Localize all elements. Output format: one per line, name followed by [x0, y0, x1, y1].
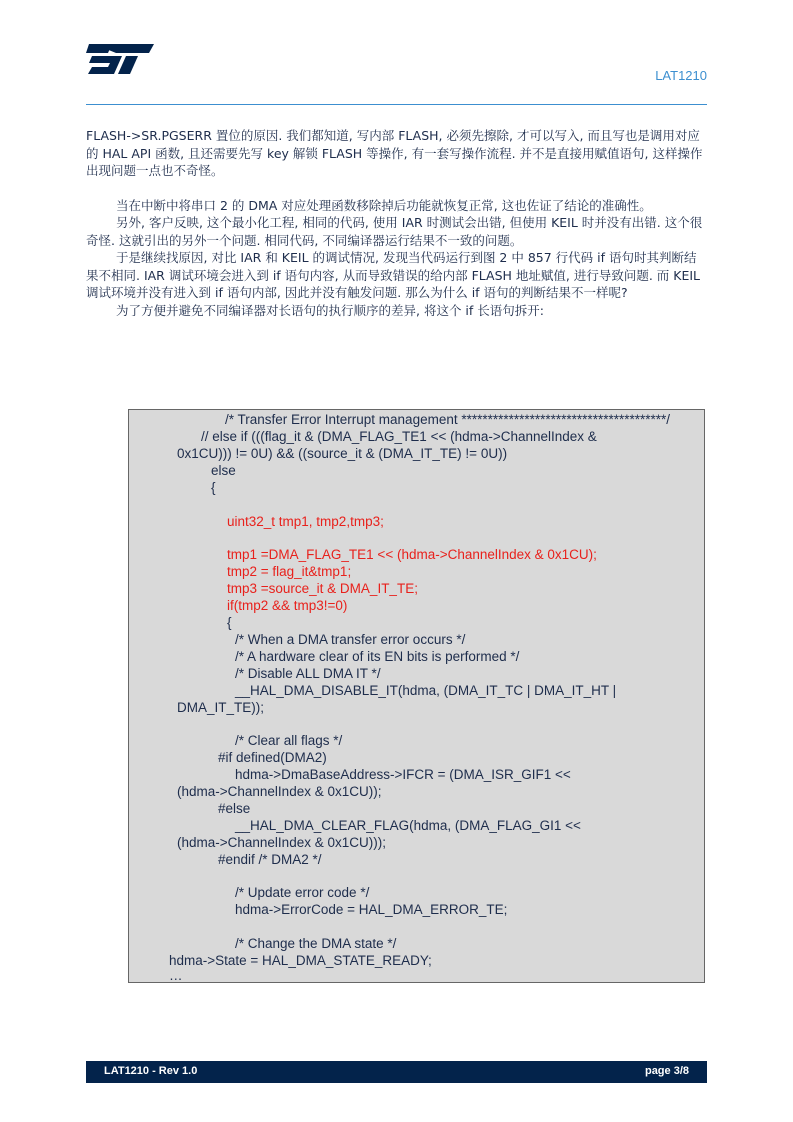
code-line-highlighted: tmp1 =DMA_FLAG_TE1 << (hdma->ChannelIndex & 0x1CU);: [227, 547, 597, 562]
code-line: #endif /* DMA2 */: [218, 852, 322, 867]
code-line: /* Clear all flags */: [235, 733, 343, 748]
code-line-highlighted: if(tmp2 && tmp3!=0): [227, 598, 348, 613]
code-line: DMA_IT_TE));: [177, 700, 265, 715]
code-line: /* Update error code */: [235, 885, 370, 900]
code-line: else: [211, 463, 236, 478]
code-block: [128, 409, 705, 983]
paragraph-1: FLASH->SR.PGSERR 置位的原因. 我们都知道, 写内部 FLASH, 必须先擦除, 才可以写入, 而且写也是调用对应的 HAL API 函数, 且还需要先写 key 解锁 FLASH 等操作, 有一套写操作流程. 并不是直接用赋值语句, 这样操作出现问题一点也不奇怪。: [86, 128, 703, 178]
code-line: /* When a DMA transfer error occurs */: [235, 632, 466, 647]
code-line: // else if (((flag_it & (DMA_FLAG_TE1 << (hdma->ChannelIndex &: [201, 429, 597, 444]
code-line: /* Change the DMA state */: [235, 936, 397, 951]
code-line-highlighted: tmp3 =source_it & DMA_IT_TE;: [227, 581, 418, 596]
code-line: {: [211, 480, 216, 495]
paragraph-4: 于是继续找原因, 对比 IAR 和 KEIL 的调试情况, 发现当代码运行到图 2 中 857 行代码 if 语句时其判断结果不相同. IAR 调试环境会进入到 if 语句内容, 从而导致错误的给内部 FLASH 地址赋值, 进行导致问题. 而 KEIL 调试环境并没有进入到 if 语句内部, 因此并没有触发问题. 那么为什么 if 语句的判断结果不一样呢?: [86, 250, 700, 300]
code-line: (hdma->ChannelIndex & 0x1CU));: [177, 784, 382, 799]
code-line: __HAL_DMA_CLEAR_FLAG(hdma, (DMA_FLAG_GI1 <<: [235, 818, 581, 833]
document-id: LAT1210: [655, 68, 707, 83]
code-line: …: [169, 968, 183, 983]
code-line-highlighted: tmp2 = flag_it&tmp1;: [227, 564, 352, 579]
code-line: #else: [218, 801, 251, 816]
code-line: hdma->DmaBaseAddress->IFCR = (DMA_ISR_GIF1 <<: [235, 767, 571, 782]
code-line: #if defined(DMA2): [218, 750, 327, 765]
paragraph-5: 为了方便并避免不同编译器对长语句的执行顺序的差异, 将这个 if 长语句拆开:: [116, 302, 544, 318]
code-line: /* A hardware clear of its EN bits is performed */: [235, 649, 520, 664]
st-logo-icon: [86, 40, 156, 78]
code-line: __HAL_DMA_DISABLE_IT(hdma, (DMA_IT_TC | DMA_IT_HT |: [235, 683, 617, 698]
page-number: page 3/8: [644, 1065, 689, 1077]
paragraph-3: 另外, 客户反映, 这个最小化工程, 相同的代码, 使用 IAR 时测试会出错, 但使用 KEIL 时并没有出错. 这个很奇怪. 这就引出的另外一个问题. 相同代码, 不同编译器运行结果不一致的问题。: [86, 215, 703, 248]
code-line-highlighted: uint32_t tmp1, tmp2,tmp3;: [227, 514, 384, 529]
header-divider: [86, 104, 707, 105]
code-line: (hdma->ChannelIndex & 0x1CU)));: [177, 835, 386, 850]
paragraph-2: 当在中断中将串口 2 的 DMA 对应处理函数移除掉后功能就恢复正常, 这也佐证了结论的准确性。: [116, 197, 652, 213]
footer-revision: LAT1210 - Rev 1.0: [104, 1065, 198, 1077]
code-line: 0x1CU))) != 0U) && ((source_it & (DMA_IT_TE) != 0U)): [177, 446, 508, 461]
code-line: {: [227, 615, 232, 630]
body-text: [86, 127, 707, 319]
code-line: /* Disable ALL DMA IT */: [235, 666, 381, 681]
code-line: hdma->ErrorCode = HAL_DMA_ERROR_TE;: [235, 902, 508, 917]
footer-bar: [86, 1061, 707, 1083]
code-line: hdma->State = HAL_DMA_STATE_READY;: [169, 953, 432, 968]
code-line: /* Transfer Error Interrupt management ***************************************/: [225, 412, 670, 427]
